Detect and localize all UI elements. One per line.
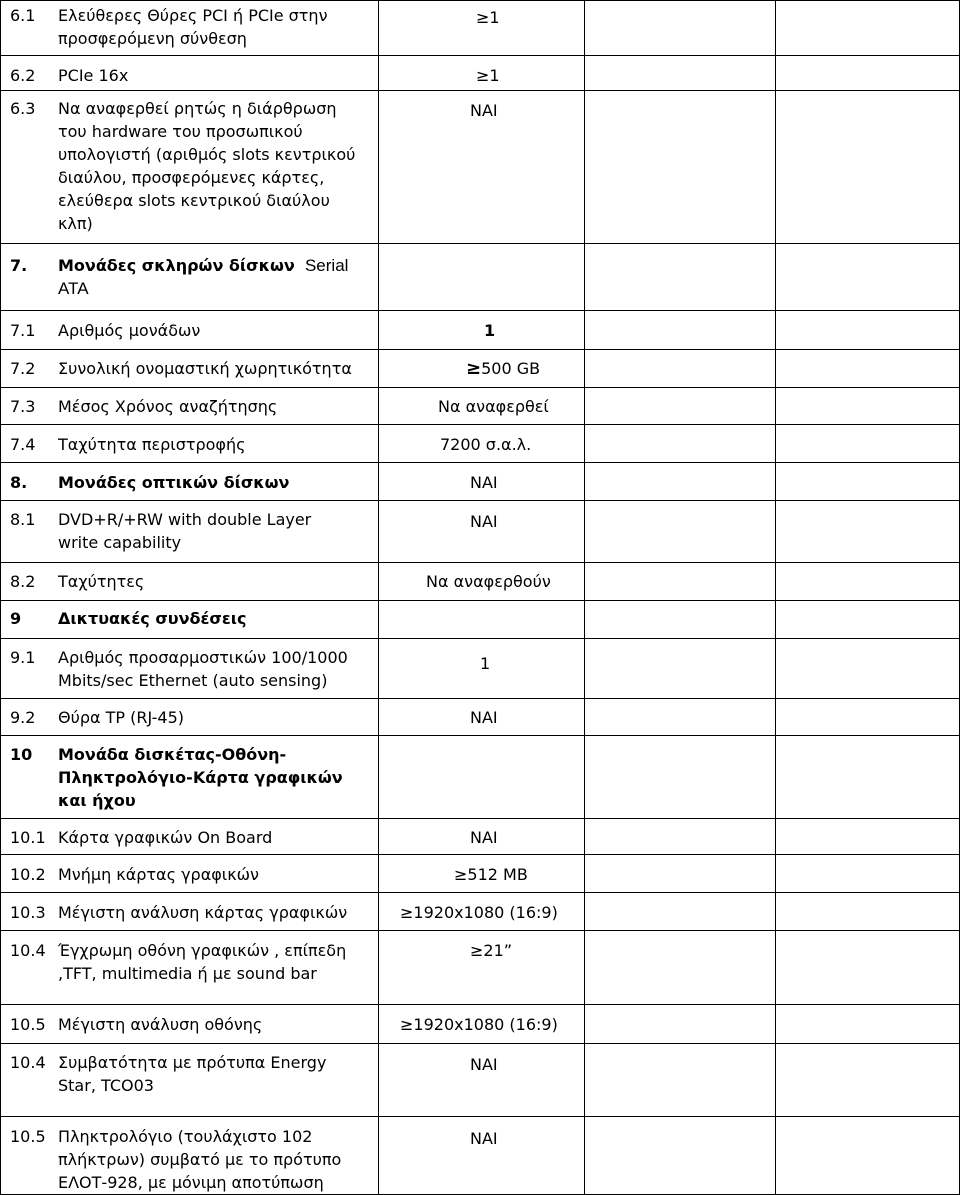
row-number: 7.4 [10,435,36,454]
table-border-left [0,0,1,1195]
row-divider [0,387,959,388]
row-divider [0,818,959,819]
row-number: 6.1 [10,6,36,25]
row-number: 10.5 [10,1127,46,1146]
row-divider [0,892,959,893]
row-number: 9.1 [10,648,36,667]
row-value: ΝΑΙ [470,708,498,727]
row-divider [0,698,959,699]
row-divider [0,854,959,855]
row-number: 10.3 [10,903,46,922]
row-value: ΝΑΙ [470,512,498,531]
row-number: 10.4 [10,1053,46,1072]
row-divider [0,1043,959,1044]
column-divider [378,0,379,1195]
row-number: 7.2 [10,359,36,378]
row-divider [0,0,959,1]
row-divider [0,600,959,601]
section-title: Μονάδες οπτικών δίσκων [58,473,290,492]
row-description: Κάρτα γραφικών On Board [58,828,273,847]
column-divider [584,0,585,1195]
geq-symbol: ≥ [400,1015,414,1034]
section-number: 8. [10,473,28,492]
column-divider [775,0,776,1195]
section-number: 7. [10,256,28,275]
row-divider [0,930,959,931]
row-description: Αριθμός προσαρμοστικών 100/1000 Mbits/sec Ethernet (auto sensing) [58,648,348,690]
row-number: 10.5 [10,1015,46,1034]
row-description: Μέγιστη ανάλυση κάρτας γραφικών [58,903,348,922]
row-description: Ελεύθερες Θύρες PCI ή PCIe στην προσφερόμενη σύνθεση [58,6,328,48]
geq-symbol: ≥ [466,358,482,379]
row-number: 7.3 [10,397,36,416]
row-value: 7200 σ.α.λ. [440,435,532,454]
row-value: 1 [484,321,496,340]
row-value: ≥1 [476,8,500,27]
row-value: ΝΑΙ [470,1055,498,1074]
geq-symbol: ≥ [476,8,490,27]
row-number: 7.1 [10,321,36,340]
row-value: Να αναφερθούν [426,572,551,591]
row-description: Έγχρωμη οθόνη γραφικών , επίπεδη ,TFT, multimedia ή με sound bar [58,941,347,983]
row-description: DVD+R/+RW with double Layer write capability [58,510,312,552]
row-description: Να αναφερθεί ρητώς η διάρθρωση του hardware του προσωπικού υπολογιστή (αριθμός slots κεντρικού διαύλου, προσφερόμενες κάρτες, ελεύθερα slots κεντρικού διαύλου κλπ) [58,99,356,233]
row-divider [0,638,959,639]
row-description: Μέγιστη ανάλυση οθόνης [58,1015,263,1034]
row-divider [0,562,959,563]
row-value: ≥1920x1080 (16:9) [400,1015,558,1034]
row-value: ΝΑΙ [470,473,498,492]
geq-symbol: ≥ [400,903,414,922]
row-number: 8.2 [10,572,36,591]
row-value: ≥500 GB [466,358,541,379]
row-number: 10.4 [10,941,46,960]
row-divider [0,462,959,463]
row-description: PCIe 16x [58,66,129,85]
row-description: Θύρα TP (RJ-45) [58,708,185,727]
row-number: 10.2 [10,865,46,884]
row-divider [0,500,959,501]
row-value: ≥21” [470,941,513,960]
row-number: 9.2 [10,708,36,727]
section-title: Μονάδα δισκέτας-Οθόνη-Πληκτρολόγιο-Κάρτα γραφικών και ήχου [58,745,343,810]
row-divider [0,310,959,311]
section-title: Δικτυακές συνδέσεις [58,609,247,628]
row-description: Μέσος Χρόνος αναζήτησης [58,397,278,416]
row-value: 1 [480,654,491,673]
row-value: ΝΑΙ [470,828,498,847]
row-value: ≥512 MB [454,865,528,884]
row-divider [0,90,959,91]
row-number: 6.3 [10,99,36,118]
row-description: Συμβατότητα με πρότυπα Energy Star, TCO03 [58,1053,327,1095]
row-divider [0,1116,959,1117]
section-number: 9 [10,609,22,628]
row-description: Ταχύτητες [58,572,145,591]
row-value: ≥1920x1080 (16:9) [400,903,558,922]
row-description: Πληκτρολόγιο (τουλάχιστο 102 πλήκτρων) συμβατό με το πρότυπο ΕΛΟΤ-928, με μόνιμη αποτύπωση [58,1127,342,1192]
row-value: ΝΑΙ [470,101,498,120]
row-number: 6.2 [10,66,36,85]
row-description: Συνολική ονομαστική χωρητικότητα [58,359,352,378]
row-value: Να αναφερθεί [438,397,549,416]
row-divider [0,243,959,244]
row-divider [0,1004,959,1005]
section-number: 10 [10,745,33,764]
row-divider [0,424,959,425]
row-value: ΝΑΙ [470,1129,498,1148]
row-value: ≥1 [476,66,500,85]
row-divider [0,735,959,736]
row-description: Μνήμη κάρτας γραφικών [58,865,259,884]
geq-symbol: ≥ [476,66,490,85]
section-title: Μονάδες σκληρών δίσκων Serial ATA [58,256,349,298]
geq-symbol: ≥ [454,865,468,884]
row-description: Αριθμός μονάδων [58,321,201,340]
geq-symbol: ≥ [470,941,484,960]
row-divider [0,55,959,56]
row-number: 10.1 [10,828,46,847]
row-divider [0,349,959,350]
row-description: Ταχύτητα περιστροφής [58,435,246,454]
row-number: 8.1 [10,510,36,529]
